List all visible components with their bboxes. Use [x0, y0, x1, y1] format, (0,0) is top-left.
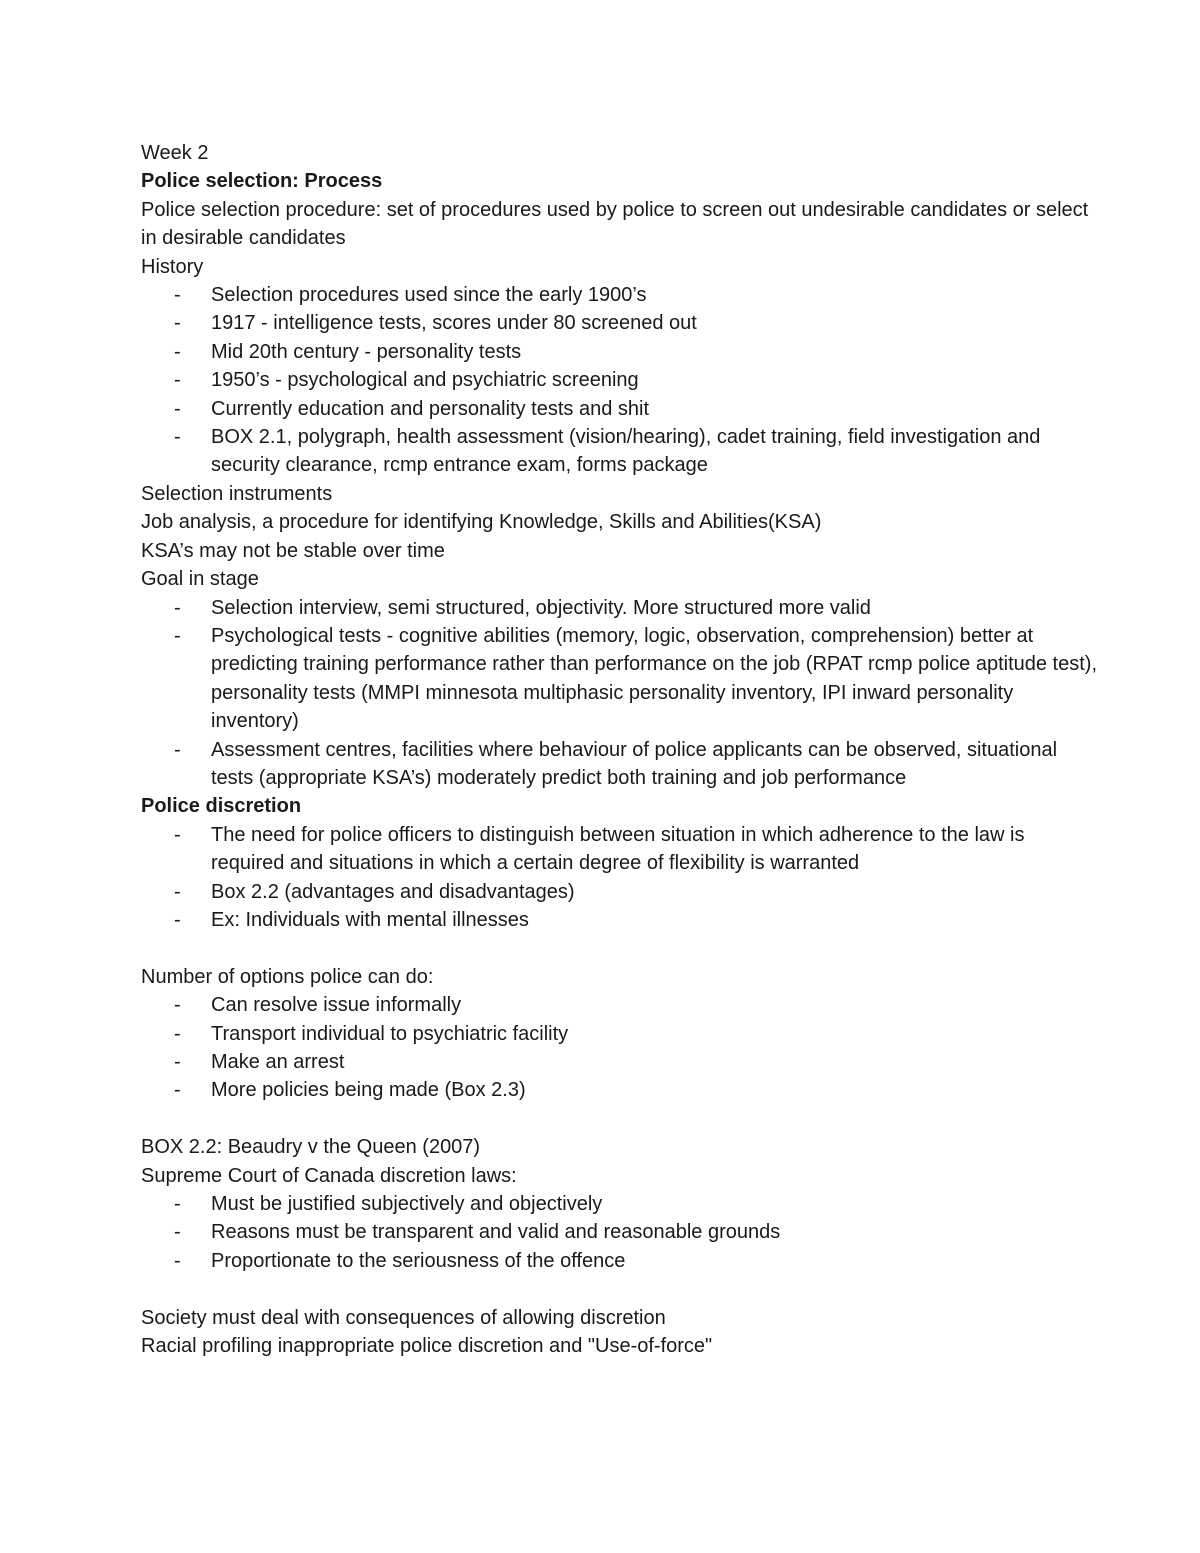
bullet-dash: - — [174, 1022, 181, 1045]
list-item — [141, 1218, 1101, 1246]
ksa-note: KSA’s may not be stable over time — [141, 539, 445, 562]
list-item-text: Selection interview, semi structured, objectivity. More structured more valid — [211, 596, 871, 619]
list-item — [141, 1076, 1101, 1104]
bullet-dash: - — [174, 1249, 181, 1272]
list-item-text: Box 2.2 (advantages and disadvantages) — [211, 880, 575, 903]
list-item-text: Ex: Individuals with mental illnesses — [211, 908, 529, 931]
list-item — [141, 594, 1101, 622]
bullet-dash: - — [174, 738, 181, 761]
bullet-dash: - — [174, 369, 181, 392]
list-item — [141, 423, 1101, 480]
section-heading-discretion: Police discretion — [141, 795, 302, 818]
bullet-dash: - — [174, 284, 181, 307]
list-item-text: Transport individual to psychiatric facility — [211, 1022, 569, 1045]
bullet-dash: - — [174, 823, 181, 846]
bullet-dash: - — [174, 397, 181, 420]
list-item-text: Assessment centres, facilities where behaviour of police applicants can be observed, situational tests (appropriate KSA’s) moderately predict both training and job performance — [211, 738, 1058, 789]
closing-line-2: Racial profiling inappropriate police discretion and "Use-of-force" — [141, 1335, 713, 1358]
section-heading-selection: Police selection: Process — [141, 170, 383, 193]
list-item-text: Psychological tests - cognitive abilities (memory, logic, observation, comprehension) better at predicting training performance rather than performance on the job (RPAT rcmp police aptitude test), personality tests (MMPI minnesota multiphasic personality inventory, IPI inward personality inventory) — [211, 624, 1098, 733]
list-item — [141, 821, 1101, 878]
bullet-dash: - — [174, 340, 181, 363]
list-item-text: Mid 20th century - personality tests — [211, 340, 522, 363]
list-item — [141, 1247, 1101, 1275]
bullet-dash: - — [174, 312, 181, 335]
spacer — [141, 1275, 1101, 1303]
list-item — [141, 991, 1101, 1019]
list-item — [141, 366, 1101, 394]
list-item — [141, 281, 1101, 309]
bullet-dash: - — [174, 596, 181, 619]
list-item — [141, 395, 1101, 423]
list-item-text: Selection procedures used since the early 1900’s — [211, 284, 647, 307]
goal-label: Goal in stage — [141, 568, 259, 591]
list-item — [141, 622, 1101, 736]
closing-line-1: Society must deal with consequences of allowing discretion — [141, 1306, 666, 1329]
spacer — [141, 934, 1101, 962]
list-item — [141, 338, 1101, 366]
list-item-text: Proportionate to the seriousness of the offence — [211, 1249, 626, 1272]
court-label: Supreme Court of Canada discretion laws: — [141, 1164, 517, 1187]
bullet-dash: - — [174, 1050, 181, 1073]
selection-definition: Police selection procedure: set of procedures used by police to screen out undesirable candidates or select in desirable candidates — [141, 198, 1089, 250]
bullet-dash: - — [174, 908, 181, 931]
bullet-dash: - — [174, 1221, 181, 1244]
list-item — [141, 1190, 1101, 1218]
list-item-text: Currently education and personality tests and shit — [211, 397, 650, 420]
history-list — [141, 281, 1101, 480]
bullet-dash: - — [174, 1193, 181, 1215]
box-title: BOX 2.2: Beaudry v the Queen (2007) — [141, 1136, 481, 1159]
spacer — [141, 1105, 1101, 1133]
bullet-dash: - — [174, 624, 181, 647]
notes-content — [141, 139, 1101, 1360]
bullet-dash: - — [174, 1079, 181, 1102]
list-item — [141, 736, 1101, 793]
bullet-dash: - — [174, 426, 181, 449]
list-item-text: 1917 - intelligence tests, scores under 80 screened out — [211, 312, 697, 335]
list-item-text: Can resolve issue informally — [211, 994, 462, 1017]
list-item — [141, 906, 1101, 934]
bullet-dash: - — [174, 880, 181, 903]
options-list — [141, 991, 1101, 1105]
list-item-text: More policies being made (Box 2.3) — [211, 1079, 526, 1102]
court-list — [141, 1190, 1101, 1275]
list-item-text: The need for police officers to distinguish between situation in which adherence to the law is required and situations in which a certain degree of flexibility is warranted — [211, 823, 1025, 875]
list-item-text: 1950’s - psychological and psychiatric screening — [211, 369, 639, 392]
bullet-dash: - — [174, 994, 181, 1017]
week-label: Week 2 — [141, 142, 209, 164]
list-item-text: Reasons must be transparent and valid and reasonable grounds — [211, 1221, 781, 1244]
list-item — [141, 1048, 1101, 1076]
list-item-text: BOX 2.1, polygraph, health assessment (vision/hearing), cadet training, field investigation and security clearance, rcmp entrance exam, forms package — [211, 426, 1041, 477]
list-item — [141, 1020, 1101, 1048]
discretion-list — [141, 821, 1101, 935]
goal-list — [141, 594, 1101, 793]
list-item-text: Make an arrest — [211, 1050, 345, 1073]
instruments-label: Selection instruments — [141, 482, 333, 505]
job-analysis-text: Job analysis, a procedure for identifying Knowledge, Skills and Abilities(KSA) — [141, 511, 822, 534]
history-label: History — [141, 255, 204, 278]
options-label: Number of options police can do: — [141, 965, 434, 988]
list-item-text: Must be justified subjectively and objectively — [211, 1193, 603, 1215]
list-item — [141, 878, 1101, 906]
list-item — [141, 309, 1101, 337]
